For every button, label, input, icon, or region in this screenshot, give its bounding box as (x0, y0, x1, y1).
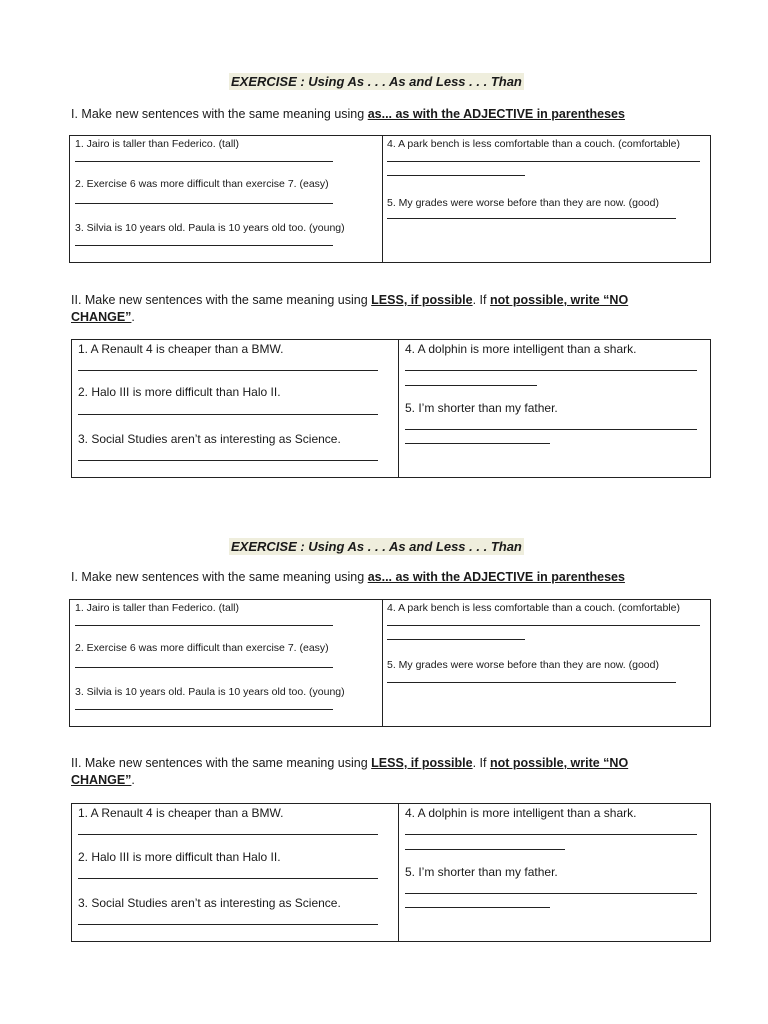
answer-line[interactable] (405, 893, 697, 894)
answer-line[interactable] (387, 218, 676, 219)
part1-item-1: 1. Jairo is taller than Federico. (tall) (75, 602, 239, 614)
part2-item-4: 4. A dolphin is more intelligent than a shark. (405, 806, 637, 820)
answer-line[interactable] (78, 924, 378, 925)
part2-item-2: 2. Halo III is more difficult than Halo II. (78, 850, 281, 864)
part2-instruction: II. Make new sentences with the same meaning using LESS, if possible. If not possible, write “NO CHANGE”. (71, 756, 629, 787)
part1-item-4: 4. A park bench is less comfortable than a couch. (comfortable) (387, 138, 680, 150)
answer-line[interactable] (387, 625, 700, 626)
answer-line[interactable] (78, 414, 378, 415)
part1-item-5: 5. My grades were worse before than they are now. (good) (387, 197, 659, 209)
answer-line[interactable] (75, 709, 333, 710)
part2-item-3: 3. Social Studies aren’t as interesting as Science. (78, 896, 341, 910)
part2-table (71, 339, 711, 478)
part1-item-2: 2. Exercise 6 was more difficult than exercise 7. (easy) (75, 178, 329, 190)
part2-item-3: 3. Social Studies aren’t as interesting as Science. (78, 432, 341, 446)
table-divider (398, 804, 399, 941)
part1-instruction: I. Make new sentences with the same meaning using as... as with the ADJECTIVE in parentheses (71, 570, 625, 584)
answer-line[interactable] (75, 203, 333, 204)
answer-line[interactable] (405, 429, 697, 430)
answer-line[interactable] (75, 245, 333, 246)
table-divider (398, 340, 399, 477)
answer-line[interactable] (78, 370, 378, 371)
answer-line[interactable] (75, 161, 333, 162)
answer-line[interactable] (387, 175, 525, 176)
answer-line[interactable] (387, 682, 676, 683)
part2-item-4: 4. A dolphin is more intelligent than a shark. (405, 342, 637, 356)
answer-line[interactable] (405, 834, 697, 835)
table-divider (382, 136, 383, 262)
answer-line[interactable] (405, 907, 550, 908)
table-divider (382, 600, 383, 726)
answer-line[interactable] (75, 625, 333, 626)
part2-item-2: 2. Halo III is more difficult than Halo II. (78, 385, 281, 399)
part1-item-1: 1. Jairo is taller than Federico. (tall) (75, 138, 239, 150)
part1-item-3: 3. Silvia is 10 years old. Paula is 10 years old too. (young) (75, 686, 345, 698)
part1-table (69, 599, 711, 727)
part1-item-5: 5. My grades were worse before than they are now. (good) (387, 659, 659, 671)
answer-line[interactable] (387, 639, 525, 640)
part1-table (69, 135, 711, 263)
answer-line[interactable] (405, 370, 697, 371)
part1-item-4: 4. A park bench is less comfortable than a couch. (comfortable) (387, 602, 680, 614)
exercise-title: EXERCISE : Using As . . . As and Less . . . Than (231, 74, 522, 89)
part1-item-3: 3. Silvia is 10 years old. Paula is 10 years old too. (young) (75, 222, 345, 234)
part1-item-2: 2. Exercise 6 was more difficult than exercise 7. (easy) (75, 642, 329, 654)
answer-line[interactable] (387, 161, 700, 162)
part2-instruction: II. Make new sentences with the same meaning using LESS, if possible. If not possible, write “NO CHANGE”. (71, 293, 629, 324)
part1-instruction: I. Make new sentences with the same meaning using as... as with the ADJECTIVE in parentheses (71, 107, 625, 121)
answer-line[interactable] (78, 834, 378, 835)
answer-line[interactable] (405, 385, 537, 386)
answer-line[interactable] (75, 667, 333, 668)
part2-item-5: 5. I’m shorter than my father. (405, 865, 558, 879)
answer-line[interactable] (78, 460, 378, 461)
part2-item-1: 1. A Renault 4 is cheaper than a BMW. (78, 806, 284, 820)
answer-line[interactable] (405, 849, 565, 850)
answer-line[interactable] (405, 443, 550, 444)
answer-line[interactable] (78, 878, 378, 879)
exercise-title: EXERCISE : Using As . . . As and Less . . . Than (231, 539, 522, 554)
part2-item-5: 5. I’m shorter than my father. (405, 401, 558, 415)
part2-item-1: 1. A Renault 4 is cheaper than a BMW. (78, 342, 284, 356)
part2-table (71, 803, 711, 942)
